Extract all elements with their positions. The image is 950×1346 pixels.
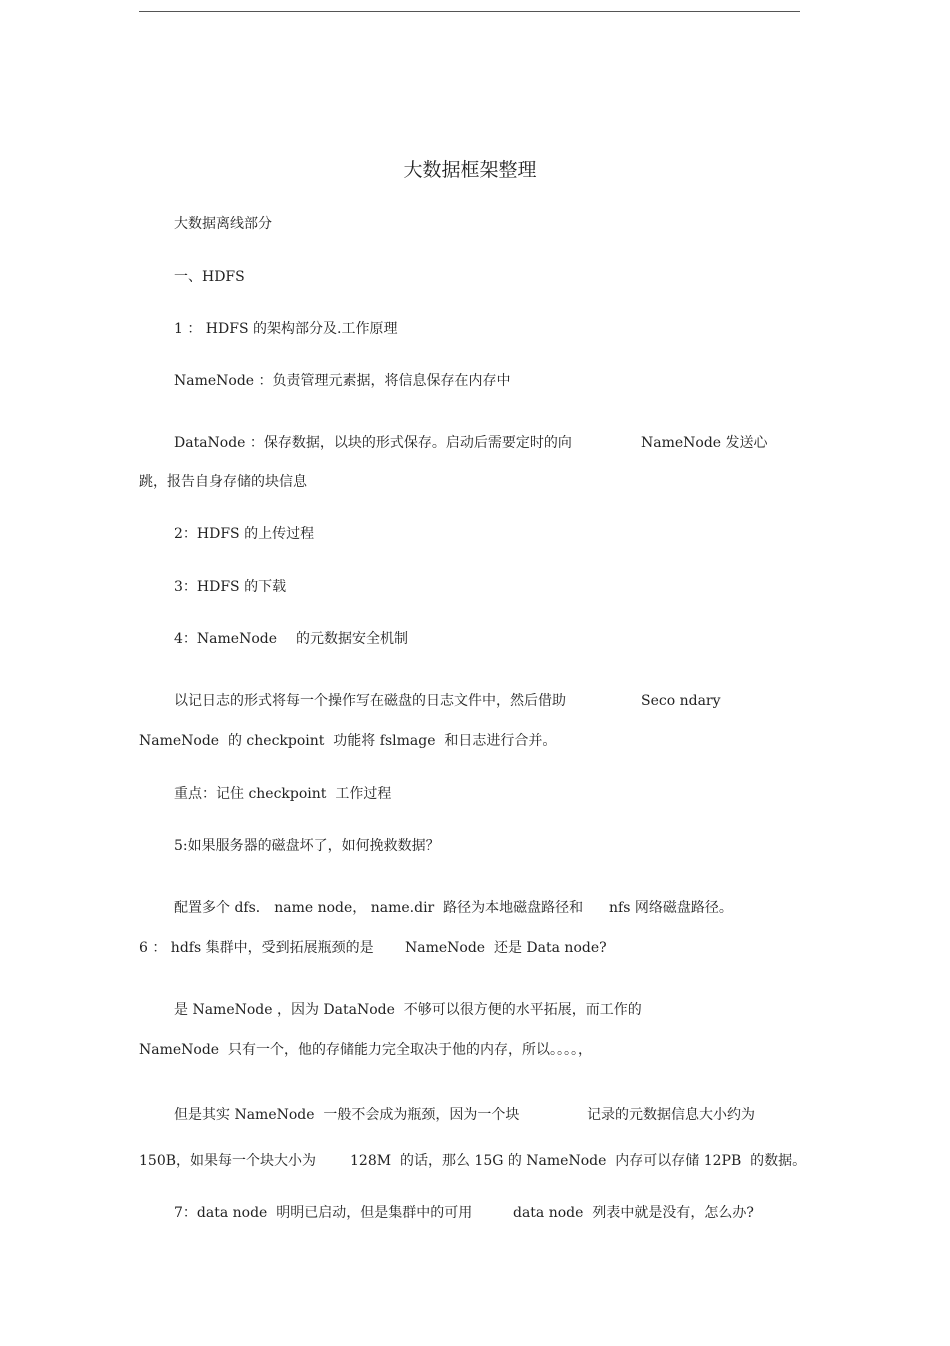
log-mechanism-continued: NameNode 的 checkpoint 功能将 fslmage 和日志进行合并。 (139, 733, 557, 749)
metadata-size-part-1: 但是其实 NameNode 一般不会成为瓶颈，因为一个块 (174, 1107, 520, 1123)
namenode-description: NameNode ：负责管理元素据，将信息保存在内存中 (174, 373, 511, 389)
item-2-upload: 2：HDFS 的上传过程 (174, 526, 315, 542)
datanode-description-part-2: NameNode 发送心 (641, 435, 768, 451)
item-7-part-2: data node 列表中就是没有，怎么办? (513, 1205, 754, 1221)
datanode-description-part-1: DataNode ：保存数据，以块的形式保存。启动后需要定时的向 (174, 435, 572, 451)
header-rule (139, 11, 800, 12)
log-mechanism-part-2: Seco ndary (641, 693, 721, 709)
answer-namenode: 是 NameNode ，因为 DataNode 不够可以很方便的水平拓展，而工作的 (174, 1002, 642, 1018)
disk-config-part-1: 配置多个 dfs． name node， name.dir 路径为本地磁盘路径和 (174, 900, 584, 916)
item-1-architecture: 1 ： HDFS 的架构部分及.工作原理 (174, 321, 398, 337)
log-mechanism-part-1: 以记日志的形式将每一个操作写在磁盘的日志文件中，然后借助 (174, 693, 566, 709)
block-size-part-1: 150B，如果每一个块大小为 (139, 1153, 317, 1169)
item-4-part-1: 4：NameNode (174, 631, 277, 647)
datanode-description-continued: 跳，报告自身存储的块信息 (139, 474, 307, 490)
item-6-part-1: 6 ： hdfs 集群中，受到拓展瓶颈的是 (139, 940, 374, 956)
document-title: 大数据框架整理 (403, 159, 537, 181)
metadata-size-part-2: 记录的元数据信息大小约为 (587, 1107, 755, 1123)
heading-hdfs: 一、HDFS (174, 269, 245, 285)
item-4-part-2: 的元数据安全机制 (296, 631, 408, 647)
section-heading-offline: 大数据离线部分 (174, 216, 272, 232)
block-size-part-2: 128M 的话，那么 15G 的 NameNode 内存可以存储 12PB 的数据。 (350, 1153, 807, 1169)
item-6-part-2: NameNode 还是 Data node? (405, 940, 607, 956)
item-5-disk-failure: 5:如果服务器的磁盘坏了，如何挽救数据？ (174, 838, 440, 854)
answer-namenode-continued: NameNode 只有一个，他的存储能力完全取决于他的内存，所以。。。。， (139, 1042, 592, 1058)
item-7-part-1: 7：data node 明明已启动，但是集群中的可用 (174, 1205, 473, 1221)
item-3-download: 3：HDFS 的下载 (174, 579, 287, 595)
disk-config-part-2: nfs 网络磁盘路径。 (609, 900, 733, 916)
key-point-checkpoint: 重点：记住 checkpoint 工作过程 (174, 786, 392, 802)
